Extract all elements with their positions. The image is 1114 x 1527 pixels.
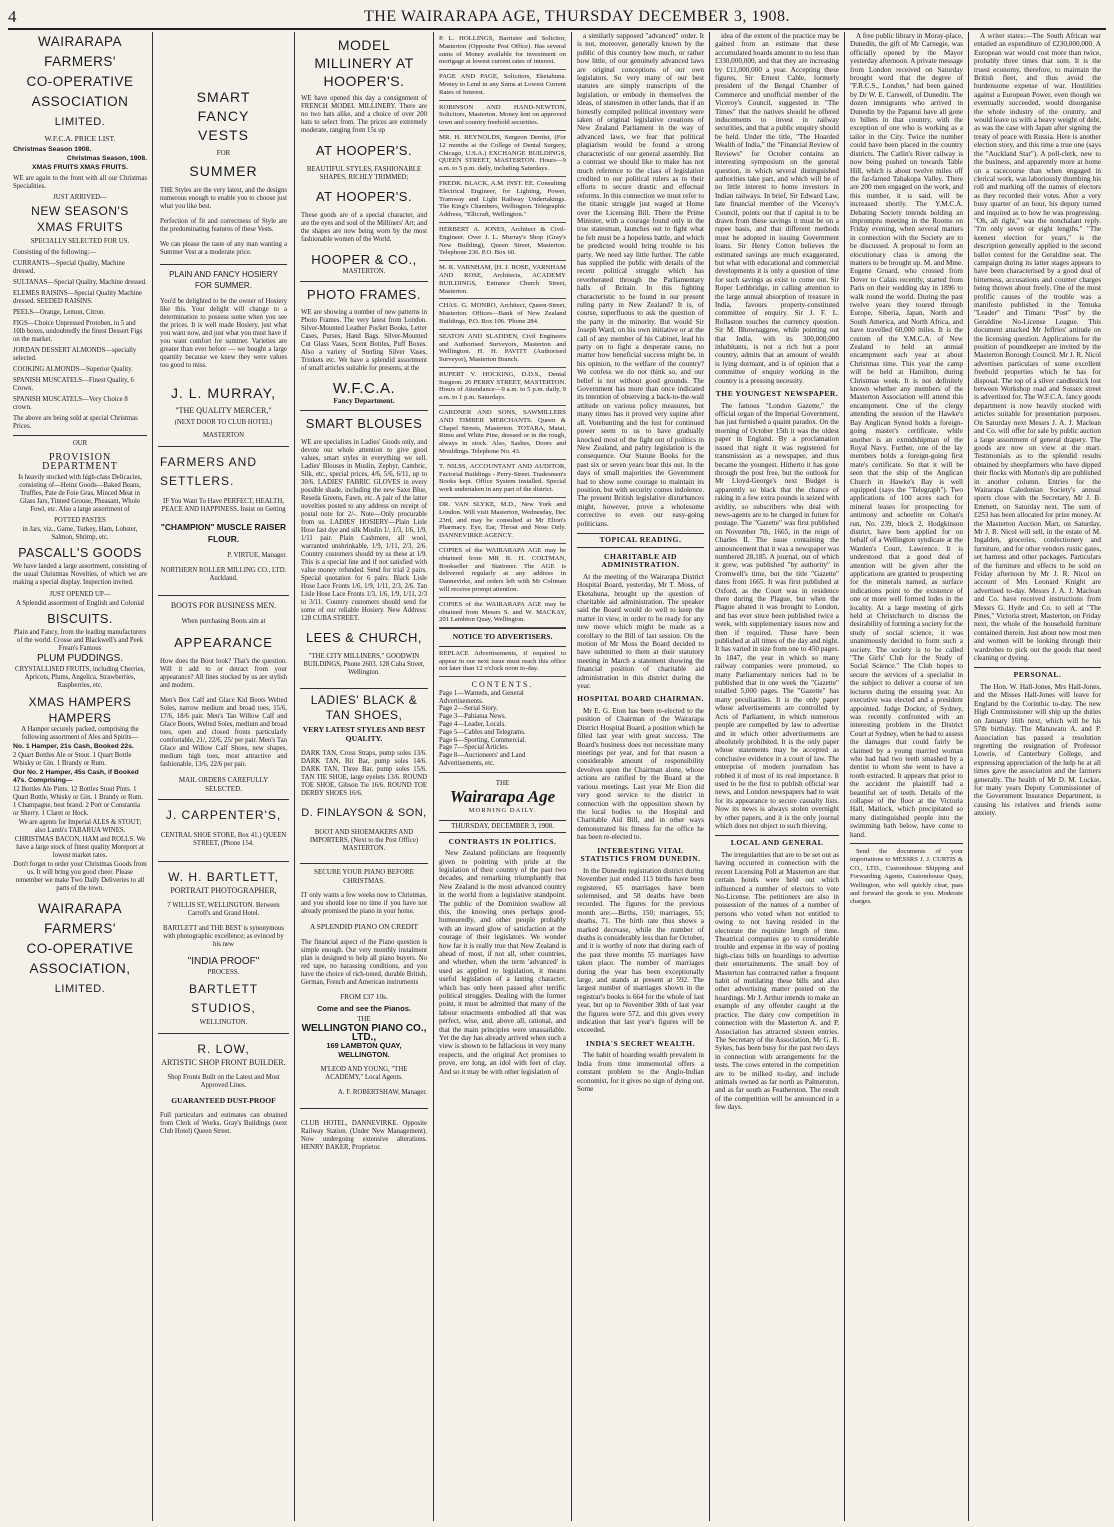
paper-masthead xyxy=(439,779,566,816)
local-text: The irregularities that are to be set out as having occurred in connection with the recent Licensing Poll at Masterton are that certain hotels were held out which influenced a number of electors to vote No-License. The petitioners are also in possession of the names of a number of persons who voted when not entitled to owing to not having resided in the electorate the requisite length of time. Theatrical companies go to considerable trouble and expense in the way of posting high-class bills on hoardings to advertise their entertainments. The small boy of Masterton has contracted rather a frequent habit of mutilating these bills and also other advertising matter posted on the hoardings. Mr J. Arthur intends to make an example of any offender caught at the practice. The dairy cow competition in connection with the Masterton A. and P. Association has attracted sixteen entries. The Secretary of the Association, Mr G. R. Sykes, has been busy for the past two days in connection with arrangements for the tests. The cows entered in the competition are to be milked to-day, and include animals owned as far north as Palmerston, and as far south as Featherston. The result of the competition will be announced in a few days. xyxy=(715,850,839,1112)
org-line: WAIRARAPA xyxy=(37,34,122,49)
mleod-text: M'LEOD AND YOUNG, "THE ACADEMY," Local Agents. xyxy=(320,1066,408,1082)
season-heading: Christmas Season 1908. xyxy=(13,146,92,153)
bartlett-text: BARTLETT and THE BEST is synonymous with photographic excellence; as evinced by his new xyxy=(163,924,284,948)
opened-heading: JUST OPENED UP— xyxy=(49,591,111,599)
card-ad: CHAS. G. MONRO, Architect, Queen-Street, Masterton. Offices—Bank of New Zealand Buildings, P.O. Box 106. 'Phone 284. xyxy=(439,299,566,329)
article-text: a similarly supposed "advanced" order. It is not, moreover, generally known by the public of this country how much, or rather how little, of our genuinely advanced laws are original conceptions of our own legislators. So very many of our best statutes are simply transcripts of the legislation, or embody in themselves the ideas, of statesmen in other lands, that if an honestly compiled political inventory were taken of original legislative creations of New Zealand Parliament in the way of advanced laws, we fear that political plagiarism would be found a strong characteristic of our general assembly. But a contrast we should like to make has not much reference to the class of legislation credited to our political rulers as to their efforts to secure drastic and effectual reforms. In this connection we must refer to the titanic struggle just waged at Home over the Licensing Bill. There the Prime Minister, with a courage found only in the true statesman, launches out to fight what he felt must be a hopeless battle, and which he predicted would bring trouble to his party. We need say little further. The cable has supplied the public with details of the recent political struggle which has reverberated through the Parliamentary halls of Britain. In this fighting characteristic to be found in our present ruling party in New Zealand? It is, of course, superfluous to ask the question of the party in the minority. But would Sir Joseph Ward, on his own initiative or at the call of any member of his Cabinet, lead his party on to fight a desperate cause, no matter how beneficial success might be, in his opinion, to the welfare of the country? We confess we do not think so, and our belief is not without good grounds. The Government has more than once indicated its intention of observing a back-to-the-wall attitude on various policy measures, but many times has it proved very supine after all. Votehunting and the lust for continued power seem to us to have gradually knocked most of the fight out of politics in New Zealand, and paltry legislation is the consequence. Our Statute Books for the past six or seven years bear this out. In the days of small majorities the Government had to show some courage to maintain its position, but with security comes indolence. The present British legislative disturbances might, however, prove a wholesome corrective to even our easy-going politicians. xyxy=(577,32,704,528)
youngest-heading: THE YOUNGEST NEWSPAPER. xyxy=(715,389,839,399)
card-ad: M. R. VARNHAM, [H. J. ROSE, VARNHAM AND ROSE, Architects, ACADEMY BUILDINGS, Entrance Church Street, Masterton. xyxy=(439,261,566,299)
column-5 xyxy=(572,32,710,1521)
arrived-text: JUST ARRIVED— xyxy=(53,194,107,201)
title-line: SMART xyxy=(196,89,251,105)
list-item: Page 4—Leader, Locals. xyxy=(439,720,506,728)
column-1 xyxy=(8,32,153,1521)
piano-text: IT only wants a few weeks now to Christmas, and you should lose no time if you have not already promised the piano in your home. xyxy=(301,892,427,916)
list-item: Consisting of the following:— xyxy=(13,249,97,256)
divider xyxy=(850,843,963,844)
at-hoopers: AT HOOPER'S. xyxy=(315,142,413,158)
column-8 xyxy=(969,32,1106,1521)
list-item: Page 7—Special Articles. xyxy=(439,744,509,752)
shipping-text: Send the documents of your importations to MESSRS J. J. CURTIS & CO., LTD., Customhouse Shipping and Forwarding Agents, Customhouse Quay, Wellington, who will quickly clear, pass and forward the goods to you. Moderate charges. xyxy=(850,848,963,906)
card-ad: RUPERT V. HOCKING, D.D.S., Dental Surgeon. 26 PERRY STREET, MASTERTON. Hours of Attendance—9 a.m. to 5 p.m. daily, 9 a.m. to 1 p.m. Saturdays. xyxy=(439,368,566,406)
at-hoopers: AT HOOPER'S. xyxy=(315,189,413,205)
notice-heading: NOTICE TO ADVERTISERS. xyxy=(439,628,566,647)
photo-frames-text: WE are showing a number of new patterns in Photo Frames. The very latest from London. Silver-Mounted Leather Pocket Books, Letter Cases, Purses, Hand Bags. Silver-Mounted Cut Glass Vases, Scent Bottles, Puff Boxes. Also a variety of Sterling Silver Vases, Trinkets etc. We have a splendid assortment of small articles suitable for presents, at the xyxy=(301,309,427,373)
process-text: PROCESS. xyxy=(207,967,240,976)
card-ad: SEATON AND SLADDEN, Civil Engineers and Authorised Surveyors, Masterton and Wellington. H. H. PAVITT (Authorised Surveyor), Masterton Branch. xyxy=(439,330,566,368)
hamper1-items: 2 Quart Bottles Ale or Stout. 1 Quart Bottle Whisky or Gin. 1 Brandy or Rum. xyxy=(13,751,132,767)
list-item: CURRANTS—Special Quality, Machine dressed. xyxy=(13,260,125,275)
vests-ad xyxy=(158,32,289,447)
come-see: Come and see the Pianos. xyxy=(316,1003,412,1013)
vests-text: Perfection of fit and correctness of Style are the predominating features of these Vests. xyxy=(160,218,287,234)
shoes-ad xyxy=(300,689,428,864)
article-text: idea of the extent of the practice may be gained from an estimate that these accumulated hoards amount to no less than £330,000,000, and that they are increasing by £11,000,000 a year. Accepting these figures, Sir Ernest Cable, formerly president of the Bengal Chamber of Commerce and unofficial member of the Viceroy's Council, suggested in "The Times" that the natives should be offered inducements to invest in railway securities, and that a public enquiry should be held. Under the title, "The Hoarded Wealth of India," the "Financial Review of Reviews" for October contains an interesting symposium on the general question, in which several distinguished authorities take part, and which will be of no little interest to home investors in Indian railways. In brief, Sir Edward Law, late financial member of the Viceroy's Council, points out that if capital is to be drawn from these savings it must be on a rupee basis, and that different methods must be adopted in issuing Government loans. Sir Henry Cotton believes the estimated savings are much exaggerated, but what with educational and commercial developments it is only a question of time for such savings as exist to come out. Sir Roper Lethbridge, in calling attention to the large annual absorption of treasure in India, favours property-constituted committee of enquiry. Sir J. F. L. Rollaston touches the currency question. Sir M. Bhownaggree, while pointing out that India, with its 300,000,000 inhabitants, is not a rich but a poor country, admits that an amount of wealth is lying dormant, and is of opinion that a committee of enquiry working in the country is a pressing necessity. xyxy=(715,32,839,385)
column-4 xyxy=(434,32,572,1521)
personal-text: The Hon. W. Hall-Jones, Mrs Hall-Jones, and the Misses Hall-Jones will leave for England by the Corinthic to-day. The new High Commissioner will ship up the duties on January 16th next, which will be his 57th birthday. The Manawatu A. and P. Association has passed a resolution regretting the resignation of Professor Lowrie, of Canterbury College, and expressing appreciation of the help he at all times gave the association and the farmers generally. The health of Mr D. M. Luckie, for many years Deputy Commissioner of the Government Insurance Department, is causing his relatives and friends some anxiety. xyxy=(974,683,1101,818)
plum-heading: PLUM PUDDINGS. xyxy=(36,653,124,665)
vests-text: THE Styles are the very latest, and the designs numerous enough to enable you to choose just what you like best. xyxy=(160,187,287,211)
robertshaw-text: A. F. ROBERTSHAW, Manager. xyxy=(337,1089,427,1097)
charitable-text: At the meeting of the Wairarapa District Hospital Board, yesterday, Mr T. Moss, of Eketahuna, brought up the question of charitable aid administration. The speaker said the Board would do well to keep the matter in view, in order to be ready for any new move which might be made as a corollary to the Bill of last session. On the motion of Mr Moss the Board decided to have submitted to them at their statutory meeting in March a statement showing the financial position of charitable aid administration in this district during the year. xyxy=(577,572,704,691)
murray-name: J. L. MURRAY, xyxy=(170,384,277,401)
bacon-text: CHRISTMAS BACON, HAM and ROLLS. We have a large stock of finest quality Moreport at lowest market rates. xyxy=(14,835,146,859)
bartlett-sub: PORTRAIT PHOTOGRAPHER, xyxy=(170,885,277,895)
vital-heading: INTERESTING VITAL STATISTICS FROM DUNEDIN. xyxy=(580,845,701,864)
biscuits-heading: BISCUITS. xyxy=(47,612,113,627)
column-3 xyxy=(295,32,434,1521)
farmers-title: FARMERS AND SETTLERS. xyxy=(160,455,258,489)
vests-for: FOR xyxy=(216,149,231,157)
card-ad: MR. H. REYNOLDS, Surgeon Dentist, (For 12 months at the College of Dental Surgery, Chicago, U.S.A.) EXCHANGE BUILDINGS, QUEEN STREET, MASTERTON. Hours—9 a.m. to 5 p.m. daily, including Saturdays. xyxy=(439,131,566,177)
hosiery-title: PLAIN AND FANCY HOSIERY FOR SUMMER. xyxy=(169,269,278,290)
list-item: The above are being sold at special Christmas Prices. xyxy=(13,415,138,430)
paper-name: Wairarapa Age xyxy=(449,787,556,807)
hospital-text: Mr E. G. Eton has been re-elected to the position of Chairman of the Wairarapa District Hospital Board, a position which he filled last year with great success. The Board's business does not necessitate many meetings per year, and for that reason a considerable amount of responsibility devolves upon the Chairman alone, whose actions are ratified by the Board at the various meetings. Last year Mr Eton did very good service to the district in connection with the opposition shown by the local bodies to the Hospital and Charitable Aid Bill, and in other ways demonstrated his fitness for the office he has been re-elected to. xyxy=(577,707,704,842)
murray-addr: (NEXT DOOR TO CLUB HOTEL) xyxy=(174,419,273,427)
list-item: SPANISH MUSCATELS—Very Choice 8 crown. xyxy=(13,396,128,411)
vests-title xyxy=(160,88,287,145)
finlayson-name: D. FINLAYSON & SON, xyxy=(301,806,427,819)
column-7 xyxy=(845,32,969,1521)
card-ad: HERBERT A. JONES, Architect & Civil-Engineer. Over J. L. Murray's Shop (Gray's New Building), Queen Street, Masterton. Telephone 236. P.O. Box 60. xyxy=(439,223,566,261)
column-2 xyxy=(153,32,295,1521)
club-text: CLUB HOTEL, DANNEVIRKE. Opposite Railway Station. (Under New Management). Now undergoing extensive alterations. HENRY BAKER, Proprietor. xyxy=(301,1119,427,1151)
org-line: CO-OPERATIVE xyxy=(26,940,134,956)
paper-sub: MORNING DAILY. xyxy=(468,807,537,815)
carpenter-name: J. CARPENTER'S, xyxy=(165,808,282,823)
article-text: A free public library in Moray-place, Dunedin, the gift of Mr Carnegie, was officially opened by the Mayor yesterday afternoon. A private message from London received on Saturday brought word that the degree of "F.R.C.S., London," had been gained by Dr W. E. Carswell, of Dunedin. The dozen immigrants who arrived in Dunedin by the Papanui have all gone to billets in that country, with the exception of one who is working as a tailor in the City. Twice the number could have been placed in the country districts. The Catlin's River railway is now being pushed on towards Table Hill, which is about twelve miles off the far-famed Tahakopa Valley. There are 200 men engaged on the work, and this number, it is said, will be increased shortly. The Y.M.C.A. Debating Society intends holding an impromptu meeting in the Rooms on Friday evening, when several matters in connection with the Society are to be discussed. A proposal to form an elocutionary class is among the matters to be brought up. M. and Mme. Eugene Gruard, who crossed from Dover to Calais recently, started from Paris on their wedding day in 1896 to walk round the world. During the past twelve years they toured through Europe, Siberia, Japan, North and South America, and North Africa, and have travelled 60,000 miles. It is the custom of the Y.M.C.A. of New Zealand to hold an annual encampment each year at about Christmas time. This year the camp will be held at Hamilton, during Christmas week. It is not definitely known whether any members of the Masterton Association will attend this encampment. One of the clergy attending the session of the Hawke's Bay Anglican Synod holds a foreign-going master's certificate, while another is an exmidshipman of the Royal Navy. Further, one of the lay members holds a foreign-going first mate's certificate. So that it will be seen that the ship of the Anglican Church in Hawke's Bay is well equipped (says the "Telegraph"). Two applications of 100 acres each for mineral leases for prospecting for antimony and scheelite on Coltan's run, No. 239, block 2, Hodgkinson district, have been applied for on behalf of a Wellington syndicate at the Warden's Court, Lawrence. It is understood that a good deal of attention will be given after the applications are granted to prospecting for the minerals named, as surface indications point to the existence of one or more well formed lodes in the locality. At a large meeting of girls held at Christchurch to discuss the desirability of forming a society for the study of social science, it was unanimously decided to form such a society. The society is to be called "The Girls' Club for the Study of Social Science." The Club hopes to secure the services of a specialist in the subject to deliver a course of ten lectures during the ensuing year. An executive was elected and a president appointed. Judge Docker, of Sydney, was recently confronted with an interesting problem in the District Court at Sydney, when he had to assess the damages that could fairly be claimed by a young married woman who had had two teeth smashed by a dentist to whom she went to have a tooth extracted. It appears that prior to the accident the plaintiff had a beautiful set of teeth. Details of the collapse of the floor at the Victoria Hall, Matlock, which precipitated so many distinguished people into the swimming bath below, have come to hand. xyxy=(850,32,963,839)
blouses-ad xyxy=(300,411,428,689)
list-item: Page 2—Serial Story. xyxy=(439,705,498,713)
styles-text: BEAUTIFUL STYLES, FASHIONABLE SHAPES, RICHLY TRIMMED; xyxy=(306,165,422,181)
studios-town: WELLINGTON. xyxy=(199,1018,248,1027)
contrasts-text: New Zealand politicians are frequently given to pointing with pride at the legislation of their country of the past two decades, and remarking triumphantly that New Zealand is the most advanced country in the world from a legislative standpoint. The public of the Dominion swallow all this, the knowing ones perhaps good-humouredly, and other people probably with an inward glow of satisfaction at the courage of their legislators. We wonder how far it is really true that New Zealand is ahead of most, if not all, other countries, and whether, when the term 'advanced' is used as applied to legislation, it means useful legislation of a lasting character, which has only been passed after terrific political struggles. Dealing with the former point, it must be admitted that many of the labour enactments embodied all that was perfect, wise, and, above all, rational, and that the main principles were unassailable. Yet the day has already arrived when such a view is shown to be fallacious in very many respects, and the original Act promises to prove, ere long, an idol with feet of clay. And so it may be with other legislation of xyxy=(439,849,566,1076)
personal-heading: PERSONAL. xyxy=(974,667,1101,680)
photo-frames-ad xyxy=(300,282,428,411)
org-line: CO-OPERATIVE xyxy=(26,74,134,89)
columns xyxy=(8,32,1106,1521)
new-season-heading: NEW SEASON'S XMAS FRUITS xyxy=(31,204,129,234)
lees-sub: "THE CITY MILLINERS," GOODWIN BUILDINGS, Phone 2603. 128 Cuba Street, Wellington. xyxy=(303,653,425,677)
our-text: OUR xyxy=(72,440,88,447)
price-list-heading: W.F.C.A. PRICE LIST. xyxy=(44,134,116,143)
provision-text: Is heavily stocked with high-class Delicacies, consisting of—Heinz Goods—Baked Beans, Truffles, Pate de Foie Gras, Minced Meat in Glass Jars, Tinned Grouse, Pheasant, Whole Fowl, etc. Also a large assortment of xyxy=(18,474,142,514)
list-item: PEELS—Orange, Lemon, Citron. xyxy=(13,309,105,316)
wfca-org-title xyxy=(13,32,147,132)
piano-heading: SECURE YOUR PIANO BEFORE CHRISTMAS. xyxy=(314,868,414,885)
low-text: Shop Fronts Built on the Latest and Most Approved Lines. xyxy=(167,1074,280,1090)
page-masthead xyxy=(8,6,1106,30)
bartlett-ad xyxy=(158,862,289,1034)
vests-text: We can please the taste of any man wanting a Summer Vest at a moderate price. xyxy=(160,240,287,256)
dateline: THURSDAY, DECEMBER 3, 1908. xyxy=(439,820,566,833)
org-line: LIMITED. xyxy=(54,116,106,128)
list-item: Page 6—Sporting, Commercial. xyxy=(439,736,527,744)
farmers-text: IF You Want To Have PERFECT, HEALTH, PEACE AND HAPPINESS. Insist on Getting xyxy=(161,498,286,514)
flour-ad xyxy=(158,447,289,596)
hampers-heading: XMAS HAMPERS HAMPERS xyxy=(28,694,132,725)
intro-text: WE are again to the front with all our Christmas Specialities. xyxy=(13,175,147,190)
list-item: SULTANAS—Special Quality, Machine dressed. xyxy=(13,279,147,286)
title-line: VESTS xyxy=(198,127,249,143)
card-ad: PAGE AND PAGE, Solicitors, Eketahuna. Money to Lend in any Sums at Lowest Current Rates of Interest. xyxy=(439,70,566,100)
mail-orders: MAIL ORDERS CAREFULLY SELECTED. xyxy=(178,775,269,793)
wellington-piano: WELLINGTON PIANO CO., LTD., xyxy=(301,1023,427,1043)
wfca-footer xyxy=(13,899,147,999)
boots-ad xyxy=(158,596,289,800)
low-footer: Full particulars and estimates can obtained from Clerk of Works, Gray's Buildings (next Club Hotel) Queen Street. xyxy=(160,1112,287,1136)
page-title: THE WAIRARAPA AGE, THURSDAY DECEMBER 3, 1908. xyxy=(364,8,790,25)
hampers-text: A Hamper securely packed, comprising the following assortment of Ales and Spirits— xyxy=(21,725,139,741)
hamper2-items: 12 Bottles Ale Pints. 12 Bottles Stout Pints. 1 Quart Bottle, Whisky or Gin. 1 Brandy or Rum. 1 Champagne, best brand. 2 Port or Constantia or Sherry. 1 Claret or Hock. xyxy=(13,785,143,817)
contrasts-heading: CONTRASTS IN POLITICS. xyxy=(448,836,557,846)
season-heading: Christmas Season, 1908. xyxy=(66,155,147,162)
guaranteed: GUARANTEED DUST-PROOF xyxy=(171,1096,276,1106)
piano-ad xyxy=(300,864,428,1109)
column-6 xyxy=(710,32,845,1521)
pascall-text: We have landed a large assortment, consisting of the usual Christmas Novelties, of which we are making a special display. Inspection invited. xyxy=(13,563,147,587)
photo-frames-heading: PHOTO FRAMES. xyxy=(307,286,421,302)
millinery-text: WE have opened this day a consignment of FRENCH MODEL MILLINERY. There are no two hats alike, and a choice of over 200 hats to select from. The prices are extremely moderate, ranging from 15s up xyxy=(301,95,427,134)
page-number: 4 xyxy=(8,7,17,26)
contents-heading: CONTENTS. xyxy=(471,680,534,690)
card-ad: ROBINSON AND HAND-NEWTON, Solicitors, Masterton. Money lent on approved town and country freehold securities. xyxy=(439,101,566,131)
blouses-heading: SMART BLOUSES xyxy=(305,415,423,431)
black-tan-heading: LADIES' BLACK & TAN SHOES, xyxy=(310,692,418,722)
hoopers-text: These goods are of a special character, and are the eyes and soul of the Milliners' Art; and the shapes are now being worn by the most fashionable women of the World. xyxy=(301,212,427,244)
list-item: Page 5—Cables and Telegrams. xyxy=(439,728,526,736)
crystal-text: CRYSTALLISED FRUITS, including Cherries, Apricots, Plums, Angelica, Strawberries, Raspberries, etc. xyxy=(15,665,145,689)
biscuits-text: Plain and Fancy, from the leading manufacturers of the world. Crosse and Blackwell's and Peek Frean's Famous xyxy=(13,629,147,653)
vests-summer: SUMMER xyxy=(189,162,258,179)
card-ad: DR. VAN SLYKE, M.D., New York and London. Will visit Masterton, Wednesday, Dec 23rd, and may be consulted at Mr Elton's Pharmacy. Eye, Ear, Throat and Nose Only. DANNEVIRKE AGENCY. xyxy=(439,498,566,544)
bartlett-name: W. H. BARTLETT, xyxy=(168,869,279,884)
pascall-heading: PASCALL'S GOODS xyxy=(18,546,142,561)
styles2-text: VERY LATEST STYLES AND BEST QUALITY. xyxy=(302,724,426,743)
virtue-text: P. VIRTUE, Manager. xyxy=(227,551,287,559)
millinery-ad xyxy=(300,32,428,282)
piano-text2: The financial aspect of the Piano question is simple enough. Our very monthly instalment plan is designed to help all piano buyers. No red tape, no harassing conditions, and you have the choice of rich-toned, durable British, German, French and American instruments xyxy=(301,938,427,986)
list-item: Page 8—Auctioneers' and Land Advertisements, etc. xyxy=(439,752,526,767)
list-item: Page 1—Wanteds, and General Advertisements. xyxy=(439,689,524,705)
card-ad: GARDNER AND SONS, SAWMILLERS AND TIMBER MERCHANTS. Queen & Chapel Streets, Masterton. TOTARA, Matai, Rimu and White Pine, dressed or in the rough, always in stock. Also, Sashes, Doors and Mouldings. Telephone No. 43. xyxy=(439,406,566,460)
notice-text: REPLACE Advertisements, if required to appear in our next issue must reach this office not later than 12 o'clock noon to-day. xyxy=(439,647,566,677)
card-ad: P. L. HOLLINGS, Barrister and Solicitor, Masterton (Opposite Post Office). Has several sums of Money available for investment on mortgage at lowest current rates of interest. xyxy=(439,32,566,70)
deliveries-text: Don't forget to order your Christmas Goods from us. It will bring you good cheer. Please remember we make Two Daily Deliveries to all parts of the town. xyxy=(13,860,147,892)
fancy-dept: Fancy Department. xyxy=(333,396,395,406)
low-sub: ARTISTIC SHOP FRONT BUILDER. xyxy=(161,1057,286,1067)
hospital-heading: HOSPITAL BOARD CHAIRMAN. xyxy=(577,694,704,704)
agents-text: We are agents for Imperial ALES & STOUT; also Lamb's TABARUA WINES. xyxy=(18,818,142,834)
potted-text: in Jars, viz., Game, Turkey, Ham, Lobster, Salmon, Shrimp, etc. xyxy=(22,526,138,542)
low-name: R. LOW, xyxy=(197,1041,250,1056)
fruit-list xyxy=(13,249,147,431)
bartlett-addr: 7 WILLIS ST, WELLINGTON. Between Carroll's and Grand Hotel. xyxy=(167,902,280,918)
appearance-text: How does the Boot look? That's the question. Will it add to or detract from your appearance? All lines stocked by us are stylish and modern. xyxy=(160,658,287,690)
finlayson-sub: BOOT AND SHOEMAKERS AND IMPORTERS, (Next to the Post Office) MASTERTON. xyxy=(309,828,419,852)
lambton-addr: 169 LAMBTON QUAY, WELLINGTON. xyxy=(326,1041,402,1059)
opened-text: A Splendid assortment of English and Colonial xyxy=(16,600,144,608)
piano-price: FROM £37 10s. xyxy=(340,992,388,1002)
appearance-heading: APPEARANCE xyxy=(174,634,273,650)
card-ad: COPIES of the WAIRARAPA AGE may be obtained from Messrs S. and W. MACKAY, 201 Lambton Quay, Wellington. xyxy=(439,598,566,628)
charitable-heading: CHARITABLE AID ADMINISTRATION. xyxy=(601,551,680,570)
boots-heading: BOOTS FOR BUSINESS MEN. xyxy=(170,601,277,611)
hamper1-heading: No. 1 Hamper, 21s Cash, Booked 22s. xyxy=(13,742,134,750)
hooper-town: MASTERTON. xyxy=(342,267,386,275)
youngest-text: The famous "London Gazette," the official organ of the Imperial Government, has just furnished a quaint paradox. On the morning of October 15th it was the oldest paper in England. By a proclamation issued that night it was registered for transmission as a newspaper, and thus became the youngest. Hitherto it has gone through the post free, but the outlook for Mr Lloyd-George's next Budget is apparently so black that the chance of raking in a few extra pounds is seized with avidity, so subscribers who deal with news-agents are to be charged in future for postage. The "Gazette" was first published on November 7th, 1665, in the reign of Charles II. The issue containing the announcement that it was a newspaper was numbered 28,185. A journal, out of which it grew, was published "by authority" in Cromwell's time, but the title "Gazette" dates from 1665. It was first published at Oxford, as the Court was in residence there during the Plague, but when the Plague abated it was brought to London, and has ever since been published twice a week, with supplementary issues now and then if required. These have been published at all times of the day and night. It has varied in size from one to 450 pages. In 1847, the year in which so many railway companies were promoted, so many Parliamentary notices had to be published that in one week the "Gazette" totalled 5,000 pages. The "Gazette" has many peculiarities. It is the only paper whose advertisements are controlled by Acts of Parliament, in which numerous people are compelled by law to advertise and in which other advertisements are absolutely prohibited. It is the only paper whose statements may be accepted as conclusive evidence in a court of law. The enterprise of modern journalism has robbed it of most of its real importance. It used to be the first to publish official war news, and London newspapers had to wait for its appearance to secure casualty lists. Now its news is always stolen overnight by other papers, and it is the only journal which does not object to such thieving. xyxy=(715,401,839,830)
card-ad: COPIES of the WAIRARAPA AGE may be obtained from MR R. H. COLTMAN, Bookseller and Stationer. The AGE is delivered regularly at any address in Dannevirke, and orders left with Mr Coltman will receive prompt attention. xyxy=(439,544,566,598)
provision-heading: PROVISION DEPARTMENT xyxy=(42,452,118,472)
hooper-co: HOOPER & CO., xyxy=(311,251,417,267)
paper-the: THE xyxy=(495,778,510,787)
org-line: ASSOCIATION, xyxy=(29,960,131,976)
india-proof: "INDIA PROOF" xyxy=(187,955,260,967)
club-hotel-ad xyxy=(300,1109,428,1163)
list-item: JORDAN DESSERT ALMONDS—specially selected. xyxy=(13,347,137,362)
vital-text: In the Dunedin registration district during November just ended 113 births have been registered, 65 marriages have been solemnised, and 58 deaths have been recorded. The figures for the previous month are:—Births, 150; marriages, 55; deaths, 71. The birth rate thus shows a marked decrease, while the number of deaths is considerably less than for October, and it is worthy of note that during each of the past three months 55 marriages have taken place. The number of marriages during the year has been exceptionally large, and stands at present at 592. The largest number of marriages shown in the registrar's books is 664 for the whole of last year, but up to November 30th of last year the figures were 572, and this gives every indication that last year's figures will be exceeded. xyxy=(577,866,704,1035)
divider xyxy=(439,772,566,773)
card-ad: FREDK. BLACK, A.M. INST. EE. Consulting Electrical Engineer, for Lighting, Power, Tramway and Light Railway Undertakings. The King's Chambers, Wellington. Telegraphic Address, "Ellicraft, Wellington." xyxy=(439,177,566,223)
card-ad: T. NILSS, ACCOUNTANT AND AUDITOR, Factorial Buildings - Perry-Street. Tradesmen's Books kept. Office System installed. Special work undertaken in any part of the district. xyxy=(439,460,566,498)
divider xyxy=(160,264,287,265)
list-item: SPANISH MUSCATELS—Finest Quality, 6 Crown. xyxy=(13,377,134,392)
title-line: FANCY xyxy=(197,108,250,124)
selected-text: SPECIALLY SELECTED FOR US. xyxy=(30,238,130,245)
org-line: WAIRARAPA xyxy=(37,900,122,916)
hamper2-heading: Our No. 2 Hamper, 45s Cash, if Booked 47s. Comprising— xyxy=(13,768,139,784)
org-line: FARMERS' xyxy=(44,54,116,69)
contents-list xyxy=(439,690,566,768)
millinery-heading: MODEL MILLINERY AT HOOPER'S. xyxy=(314,37,414,89)
list-item: COOKING ALMONDS—Superior Quality. xyxy=(13,366,133,373)
lees-church: LEES & CHURCH, xyxy=(305,630,423,646)
list-item: FIGS—Choice Unpressed Protoben, in 5 and 10lb boxes, undoubtedly the finest Dessert Figs on the market. xyxy=(13,320,143,343)
topical-heading: TOPICAL READING. xyxy=(577,533,704,548)
carpenter-addr: CENTRAL SHOE STORE, Box 41.) QUEEN STREET, (Phone 154. xyxy=(160,831,287,847)
org-line: LIMITED. xyxy=(54,982,106,995)
list-item: Page 3—Pahiatua News. xyxy=(439,713,507,721)
divider xyxy=(13,435,147,436)
india-text: The habit of hoarding wealth prevalent in India from time immemorial offers a constant problem to the Anglo-Indian economist, for it gives no sign of dying out. Some xyxy=(577,1051,704,1094)
article-text: A writer states:—The South African war entailed an expenditure of £230,000,000. A European war would cost more than twice, probably three times that sum. It is the truest economy, therefore, to maintain the British fleet, and thus avoid the burdensome expense of war. Hostilities against a European Power, even though we eventually succeeded, would disorganise the whole industry of the country, and would leave us with a heavy weight of debt, as was the case with Japan after signing the treaty of peace with Russia. Here is another election story, and this time a true one (says the "Auckland Star"). A poll-clerk, new to the business, and apparently more at home on a racecourse than when engaged in clerical work, was laboriously thumbing his roll and marking off the names of electors as they recorded their votes. After a very busy quarter of an hour, his deputy turned and inquired as to how he was progressing. "Oh, all right," was the nonchalant reply. "I'm only seven or eight lengths." "The keenest election for years," is the description generally applied to the second ballot contest for the Geraldine seat. The campaign during its latter stages appears to have been characterised by a good deal of bitterness, accusations and counter charges being thrown about freely. One of the most prolific causes of the trouble was a manifesto published in the Temuka "Leader" and Timaru "Post" by the Geraldine No-License League. This document attacked Mr Jeffries' attitude on the licensing question. Applications for the position of poundkeeper are invited by the Masterton Borough Council. Mr J. R. Nicol advertises particulars of some excellent freehold properties which he has for disposal. The top of a silver candlestick lost between Workshop road and Sussex street is advertised for. The W.F.C.A. fancy goods department is now heavily stocked with articles suitable for presentation purposes. On Saturday next Messrs J. A. J. Maclean and Co. will offer for sale by public auction a large assortment of general drapery. The goods are now on view at the mart. Testimonials as to the splendid results obtained by sheepfarmers who have dipped their flocks with Morton's dip are published in another column. Entries for the Wairarapa Caledonian Society's annual sports close with the Secretary, Mr J. B. Emmett, on Saturday next. The sum of £253 has been allocated for prize money. At the Masterton Auction Mart, on Saturday, Mr J. R. Nicol will sell, in the estate of M. Ingalden, groceries, confectionery and furniture, and for other vendors rustic gates, set harness and other packages. Particulars of the furniture and effects to be sold on Friday afternoon by Mr J. R. Nicol on account of Mrs Leonard Knight are advertised to-day. Messrs J. A. J. Maclean and Co. have received instructions from Messrs G. Hyde and Co. to sell at "The Pines," Victoria street, Masterton, on Friday next, the whole of the household furniture contained therein. Just about now most men and women will be looking through their wardrobes to pick out the goods that need cleaning or dyeing. xyxy=(974,32,1101,663)
india-heading: INDIA'S SECRET WEALTH. xyxy=(586,1038,695,1048)
mill-text: NORTHERN ROLLER MILLING CO., LTD. Auckland. xyxy=(160,566,287,582)
murray-town: MASTERTON xyxy=(202,431,244,439)
xmas-fruits-heading: XMAS FRUITS XMAS FRUITS. xyxy=(32,164,128,171)
champion-heading: "CHAMPION" MUSCLE RAISER FLOUR. xyxy=(160,521,287,544)
local-heading: LOCAL AND GENERAL xyxy=(715,835,839,848)
low-ad xyxy=(158,1034,289,1149)
org-line: ASSOCIATION xyxy=(31,94,129,109)
splendid-heading: A SPLENDID PIANO ON CREDIT xyxy=(310,922,418,932)
mens-boots-text: Men's Box Calf and Glace Kid Boots Welted Soles, narrow medium and broad toes, 15/6, 17/6, 18/6 pair. Men's Tan Willow Calf and Glace Boots, Welted Soles, medium and broad toes, open and closed fronts particularly comfortable, 21/, 22/6, 25/ per pair. Men's Tan Glace and Willow Calf Shoes, new shapes, medium high toes, most attractive and fashionable, 13/6, 22/6 per pair. xyxy=(160,697,287,769)
bartlett-studios: BARTLETT STUDIOS, xyxy=(188,982,259,1016)
list-item: ELEMES RAISINS—Special Quality Machine dressed. SEEDED RAISINS. xyxy=(13,290,142,305)
potted-heading: POTTED PASTES xyxy=(54,517,106,525)
org-line: FARMERS' xyxy=(44,920,116,936)
wfca-heading: W.F.C.A. xyxy=(332,380,396,398)
blouses-text: WE are specialists in Ladies' Goods only, and devote our whole attention to give good values, smart styles in everything we sell. Ladies' Blouses in Muslin, Zephyr, Cambric, Silk, etc., special prices, 4/6, 5/6, 6/11, up to 30/6. LADIES' FABRIC GLOVES in every possible shade, including the new Saxe Blue, Reseda Greens, Fawn, etc. A pair of the latter novelties posted to any address on receipt of postal note for 2/-. Note—Only procurable from us. LADIES' HOSIERY—Plain Lisle Hose fast dye and silk Muslin 1/, 1/3, 1/6, 1/9, 1/11 pair. Plain Cashmere, all wool, warranted unshrinkable, 1/9, 1/11, 2/3, 2/6. Country customers should try us these at 1/9. This is a special line and if not satisfied with value money refunded. Send for trial 2 pairs. Special quotation for 6 pairs. Black Lisle Hose Lace Fronts 1/6, 1/9, 1/11, 2/3, 2/6. Tan Lisle Hose Lace Fronts 1/3, 1/6, 1/9, 1/11, 2/3 to 3/11. Country customers should send for some of our reliable Hosiery. New Address: 128 CUBA STREET. xyxy=(301,438,427,622)
boots-text: When purchasing Boots aim at xyxy=(181,617,266,625)
carpenter-ad xyxy=(158,800,289,862)
hosiery-text: You'd be delighted to be the owner of Hosiery like this. Your delight will change to a determination to possess some when you see the prices. It is well made Hosiery, just what you want now, and just what you must have if you want comfort for summer. Varieties are greater than ever before — we bought a large quantity because we knew they were values too good to miss. xyxy=(160,297,287,369)
shoes-list: DARK TAN, Cross Straps, pump soles 13/6. DARK TAN, Bit Bar, pump soles 14/6. DARK TAN, Three Bar, pump soles 15/6. TAN TIE SHOE, large eyelets 13/6. ROUND TOE SHOE, Gibson Tie 16/6. ROUND TOE DERBY SHOES 16/6. xyxy=(301,749,427,797)
the-text: THE xyxy=(357,1016,371,1024)
murray-sub: "THE QUALITY MERCER," xyxy=(175,405,272,415)
